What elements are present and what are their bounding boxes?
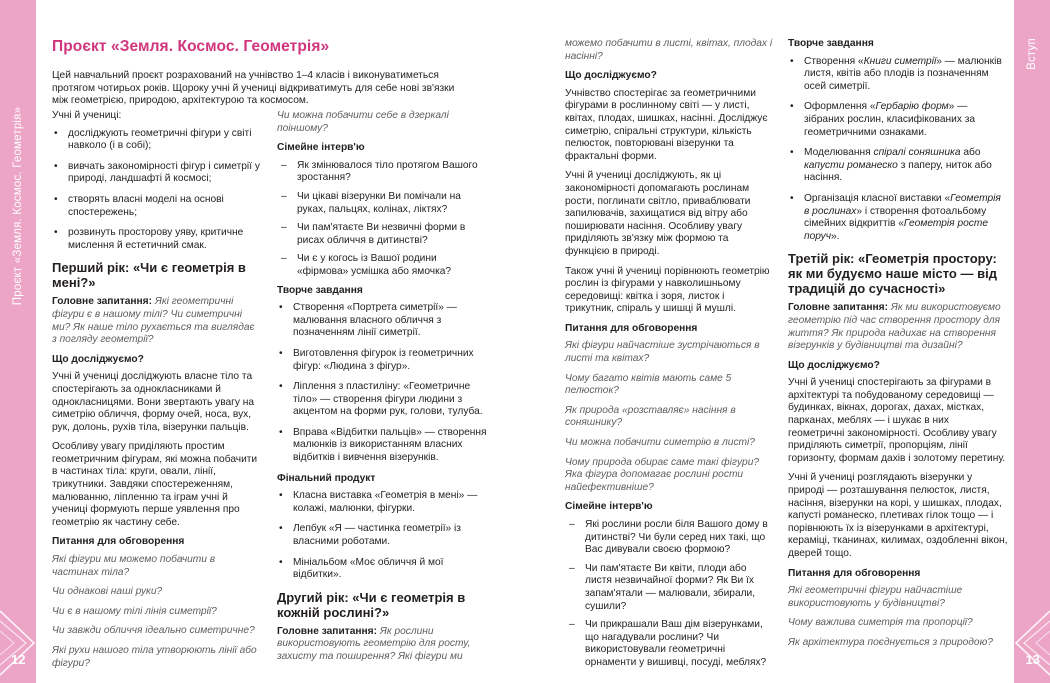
question-item: Які фігури ми можемо побачити в частинах тіла? [52,554,216,578]
year3-heading: Третій рік: «Геометрія простору: як ми будуємо наше місто — від традицій до сучасності» [788,251,997,297]
discussion-questions [565,340,775,494]
family-heading: Сімейне інтерв'ю [565,501,653,513]
discussion-questions [52,554,262,670]
right-column-1 [565,38,775,676]
list-item: • Класна виставка «Геометрія в мені» — колажі, малюнки, фігурки. [277,490,487,515]
creative-list [788,56,1008,244]
question-item: Як архітектура поєднується з природою? [788,636,993,648]
list-item: • вивчать закономірності фігур і симетрії у природі, ландшафті й космосі; [52,161,262,186]
discussion-heading: Питання для обговорення [565,322,698,334]
list-item: • Оформлення «Гербарію форм» — зібраних рослин, класифікованих за геометричними ознаками. [788,101,1008,139]
key-question-text: Які геометричні фігури є в нашому тілі? Чи симетричні ми? Як наше тіло рухається та виглядає з погляду геометрії? [52,296,255,346]
question-item: Чому багато квітів мають саме 5 пелюсток? [565,372,732,397]
key-question-label: Головне запитання: [52,296,153,308]
final-list [277,490,487,582]
right-sidebar [1014,0,1050,683]
discussion-heading: Питання для обговорення [788,567,921,579]
research-paragraph: Також учні й учениці порівнюють геометрію рослин із фігурами у навколишньому середовищі: квітка і зоря, листок і трикутник, спіраль у шишці й мушлі. [565,265,770,315]
question-item: Чи можна побачити себе в дзеркалі поіншому? [277,110,449,134]
research-heading: Що досліджуємо? [52,353,144,365]
key-question-continued: можемо побачити в листі, квітах, плодах і насінні? [565,38,773,62]
question-item: Чому важлива симетрія та пропорції? [788,617,973,629]
question-item: Чи завжди обличчя ідеально симетричне? [52,625,255,637]
creative-list [277,302,487,465]
research-heading: Що досліджуємо? [565,70,657,82]
list-item: • Створення «Портрета симетрії» — малювання власного обличчя з позначенням лінії симетрії. [277,302,487,340]
question-item: Чому природа обирає саме такі фігури? Яка фігура допомагає рослині рости найефективніше? [565,456,760,493]
right-page [525,0,1050,683]
page-number-right: 13 [1025,652,1040,667]
question-item: Чи можна побачити симетрію в листі? [565,437,755,449]
learners-intro: Учні й учениці: [52,110,122,121]
list-item: • Лепбук «Я — частинка геометрії» із власними роботами. [277,523,487,548]
question-item: Як природа «розставляє» насіння в соняшнику? [565,404,736,429]
question-item: Які фігури найчастіше зустрічаються в листі та квітах? [565,340,760,365]
list-item: • Виготовлення фігурок із геометричних фігур: «Людина з фігур». [277,348,487,373]
research-paragraph: Учнівство спостерігає за геометричними фігурами в рослинному світі — у листі, квітах, плодах, шишках, насінні. Досліджує симетрію, спіральні структури, кількість пелюсток, повторювані візерунки та фрактальні форми. [565,87,768,162]
list-item: • розвинуть просторову уяву, критичне мислення й естетичний смак. [52,227,262,252]
left-sidebar [0,0,36,683]
list-item: • Вправа «Відбитки пальців» — створення малюнків із використанням власних відбитків і вивчення візерунків. [277,427,487,465]
list-item: • Ліплення з пластиліну: «Геометричне тіло» — створення фігури людини з акцентом на форми рук, голови, тулуба. [277,381,487,419]
left-sidebar-label: Проєкт «Земля. Космос. Геометрія» [12,106,24,306]
left-column-1 [52,110,262,677]
research-heading: Що досліджуємо? [788,359,880,371]
family-heading: Сімейне інтерв'ю [277,142,365,154]
list-item: – Чи прикрашали Ваш дім візерунками, що нагадували рослини? Чи використовували геометричні орнаменти у вишивці, посуді, меблях? [565,619,775,669]
family-list [565,519,775,670]
list-item: • Мініальбом «Моє обличчя й мої відбитки». [277,557,487,582]
question-item: Які геометричні фігури найчастіше використовують у будівництві? [788,585,963,609]
list-item: • досліджують геометричні фігури у світі навколо (і в собі); [52,128,262,153]
list-item: – Чи пам'ятаєте Ви квіти, плоди або листя незвичайної форми? Як Ви їх запам'ятали — малювали, збирали, сушили? [565,563,775,613]
research-paragraph: Учні й учениці розглядають візерунки у природі — розташування пелюсток, листя, насіння, візерунки на корі, у шишках, плодах, капусті романеско, плетивах гілок тощо — і порівнюють їх із візерунками в архітектурі, кераміці, тканинах, килимах, оздобленні вікон, дверей тощо. [788,472,1008,559]
year1-heading: Перший рік: «Чи є геометрія в мені?» [52,260,246,291]
right-sidebar-label: Вступ [1026,38,1038,70]
question-item: Які рухи нашого тіла утворюють лінії або фігури? [52,645,257,669]
discussion-heading: Питання для обговорення [52,536,185,548]
question-item: Чи однакові наші руки? [52,586,163,598]
research-paragraph: Учні й учениці досліджують власне тіло та спостерігають за однокласниками й однокласницями. Вони звертають увагу на симетрію обличчя, форму очей, носа, вух, рук, долонь, рухів тіла, візерунки пальців. [52,371,255,433]
page-number-left: 12 [11,652,26,667]
list-item: – Як змінювалося тіло протягом Вашого зростання? [277,160,487,185]
family-list [277,160,487,279]
list-item: • Створення «Книги симетрії» — малюнків листя, квітів або плодів із позначенням осей симетрії. [788,56,1008,94]
key-question-text: Як ми використовуємо геометрію під час створення простору для життя? Як природа надихає на створення візерунків у будівництві та дизайні? [788,302,1001,352]
intro-paragraph: Цей навчальний проєкт розрахований на учнівство 1–4 класів і виконуватиметься протягом чотирьох років. Щороку учні й учениці відкриватимуть для себе нові зв'язки між геометрією, природою, архітектурою та космосом. [52,70,455,107]
key-question-label: Головне запитання: [788,302,889,314]
list-item: • Організація класної виставки «Геометрія в рослинах» і створення фотоальбому сімейних відкриттів «Геометрія росте поруч». [788,193,1008,243]
final-heading: Фінальний продукт [277,472,376,484]
creative-heading: Творче завдання [788,38,874,49]
list-item: – Чи пам'ятаєте Ви незвичні форми в рисах обличчя в дитинстві? [277,222,487,247]
list-item: • Моделювання спіралі соняшника або капусти романеско з паперу, ниток або насіння. [788,147,1008,185]
creative-heading: Творче завдання [277,284,363,296]
question-item: Чи є в нашому тілі лінія симетрії? [52,605,217,617]
key-question-text: Як рослини використовують геометрію для росту, захисту та поширення? Які фігури ми [277,625,471,662]
left-title-block [52,38,462,115]
list-item: – Чи цікаві візерунки Ви помічали на руках, пальцях, колінах, ліктях? [277,191,487,216]
research-paragraph: Учні й учениці досліджують, як ці закономірності допомагають рослинам рости, поглинати світло, приваблювати запилювачів, захищатися від вітру або поширювати насіння. Особливу увагу приділяють зв'язку між формою та функцією в природі. [565,170,751,257]
research-paragraph: Учні й учениці спостерігають за фігурами в архітектурі та побудованому середовищі — будинках, вікнах, дорогах, дахах, містках, парканах, меблях — і шукає в них геометричні закономірності. Особливу увагу приділяють симетрії, пропорціям, лінії горизонту, формам дахів і золотому перетину. [788,377,1006,464]
list-item: – Чи є у когось із Вашої родини «фірмова» усмішка або ямочка? [277,253,487,278]
list-item: – Які рослини росли біля Вашого дому в дитинстві? Чи були серед них такі, що Вас дивували своєю формою? [565,519,775,557]
right-column-2 [788,38,1008,657]
learners-list [52,128,262,253]
key-question-label: Головне запитання: [277,625,378,637]
left-column-2 [277,110,487,671]
research-paragraph: Особливу увагу приділяють простим геометричним фігурам, які можна побачити в частинах тіла: круги, овали, лінії, трикутники. Завдяки спостереженням, малюванню, ліпленню та іграм учні й учениці формують перше уявлення про геометрію як частину себе. [52,441,258,528]
page-title: Проєкт «Земля. Космос. Геометрія» [52,38,330,55]
year2-heading: Другий рік: «Чи є геометрія в кожній рослині?» [277,589,466,620]
discussion-questions [788,585,1008,649]
list-item: • створять власні моделі на основі спостережень; [52,194,262,219]
